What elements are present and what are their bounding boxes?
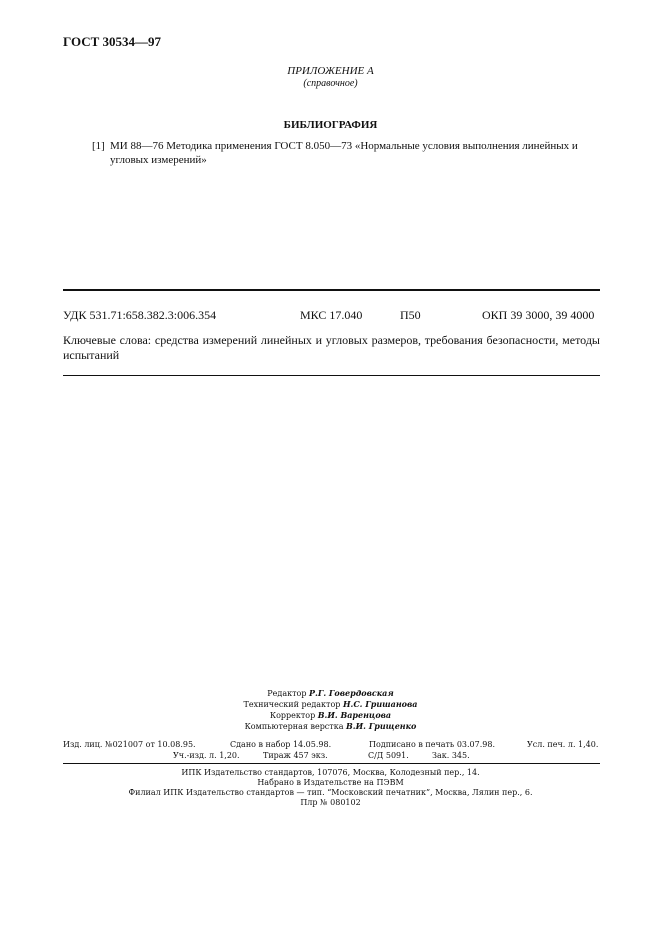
divider <box>63 763 600 764</box>
divider <box>63 289 600 291</box>
typeset-date: Сдано в набор 14.05.98. <box>230 740 332 749</box>
bibliography-item <box>92 139 607 167</box>
divider <box>63 375 600 376</box>
edition-sheets: Уч.-изд. л. 1,20. <box>173 751 240 760</box>
udk: УДК 531.71:658.382.3:006.354 <box>63 308 217 322</box>
signed-date: Подписано в печать 03.07.98. <box>369 740 495 749</box>
publisher-line: Филиал ИПК Издательство стандартов — тип. “Московский печатник”, Москва, Лялин пер., 6. <box>128 788 533 797</box>
credit-name: Р.Г. Говердовская <box>309 688 394 698</box>
credit-name: В.И. Варенцова <box>317 710 392 720</box>
credit-role: Технический редактор <box>243 700 341 709</box>
license: Изд. лиц. №021007 от 10.08.95. <box>63 740 196 749</box>
bibliography-title: БИБЛИОГРАФИЯ <box>283 119 378 131</box>
order-number: Зак. 345. <box>432 751 470 760</box>
mks: МКС 17.040 <box>300 308 363 322</box>
appendix-title: ПРИЛОЖЕНИЕ А <box>287 65 374 77</box>
appendix-subtitle: (справочное) <box>303 78 358 89</box>
publisher-line: Плр № 080102 <box>300 798 361 807</box>
p-code: П50 <box>400 308 421 322</box>
credit-role: Корректор <box>269 711 316 720</box>
publisher-line: Набрано в Издательстве на ПЭВМ <box>257 778 404 787</box>
print-sheets: Усл. печ. л. 1,40. <box>527 740 599 749</box>
sd-number: С/Д 5091. <box>368 751 409 760</box>
print-run: Тираж 457 экз. <box>263 751 328 760</box>
publisher-line: ИПК Издательство стандартов, 107076, Москва, Колодезный пер., 14. <box>181 768 480 777</box>
publisher-info <box>0 768 661 808</box>
keywords: Ключевые слова: средства измерений линейных и угловых размеров, требования безопасности, методы испытаний <box>63 333 600 362</box>
ref-text: МИ 88—76 Методика применения ГОСТ 8.050—73 «Нормальные условия выполнения линейных и угловых измерений» <box>110 140 578 166</box>
credits <box>0 688 661 732</box>
credit-role: Компьютерная верстка <box>244 722 344 731</box>
credit-role: Редактор <box>267 689 307 698</box>
credit-name: Н.С. Гришанова <box>342 699 418 709</box>
ref-number: [1] <box>92 140 105 152</box>
okp: ОКП 39 3000, 39 4000 <box>482 308 595 322</box>
standard-number: ГОСТ 30534—97 <box>63 34 162 49</box>
credit-name: В.И. Грищенко <box>346 721 417 731</box>
